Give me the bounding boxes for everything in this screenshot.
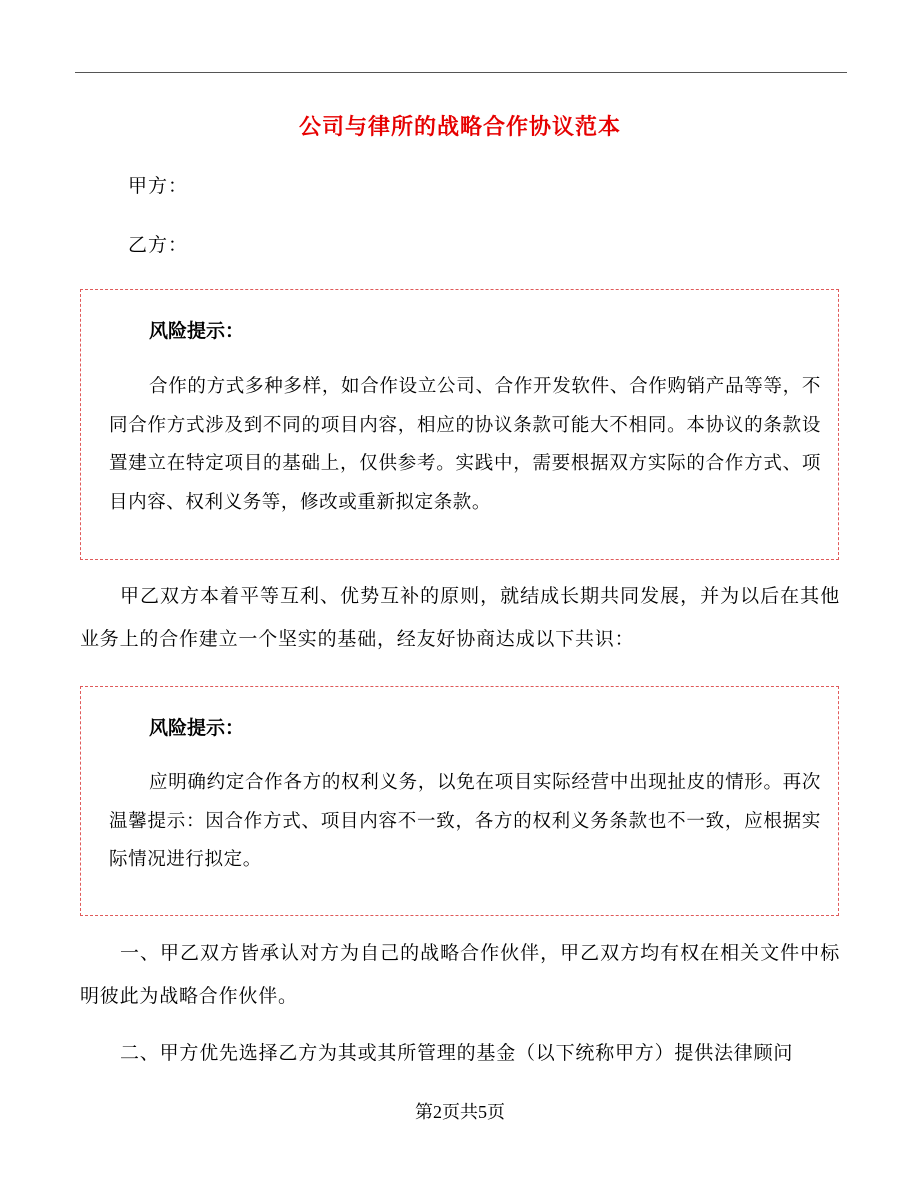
party-b-label: 乙方：: [128, 234, 189, 256]
risk-notice-heading: 风险提示：: [149, 717, 245, 739]
risk-notice-heading: 风险提示：: [149, 320, 245, 342]
intro-paragraph: 甲乙双方本着平等互利、优势互补的原则，就结成长期共同发展，并为以后在其他业务上的合作建立一个坚实的基础，经友好协商达成以下共识：: [80, 585, 840, 650]
page-indicator: 第2页共5页: [415, 1102, 505, 1122]
clause-2: 二、甲方优先选择乙方为其或其所管理的基金（以下统称甲方）提供法律顾问: [120, 1042, 794, 1064]
party-a-label: 甲方：: [128, 175, 189, 197]
clause-1: 一、甲乙双方皆承认对方为自己的战略合作伙伴，甲乙双方均有权在相关文件中标明彼此为战略合作伙伴。: [80, 942, 840, 1007]
risk-notice-box-2: [80, 686, 839, 916]
risk-notice-box-1: [80, 289, 839, 560]
header-rule: [75, 72, 847, 73]
risk-notice-text: 应明确约定合作各方的权利义务，以免在项目实际经营中出现扯皮的情形。再次温馨提示：因合作方式、项目内容不一致，各方的权利义务条款也不一致，应根据实际情况进行拟定。: [109, 772, 821, 870]
risk-notice-text: 合作的方式多种多样，如合作设立公司、合作开发软件、合作购销产品等等，不同合作方式涉及到不同的项目内容，相应的协议条款可能大不相同。本协议的条款设置建立在特定项目的基础上，仅供参考。实践中，需要根据双方实际的合作方式、项目内容、权利义务等，修改或重新拟定条款。: [109, 376, 821, 513]
document-title: 公司与律所的战略合作协议范本: [298, 115, 621, 140]
